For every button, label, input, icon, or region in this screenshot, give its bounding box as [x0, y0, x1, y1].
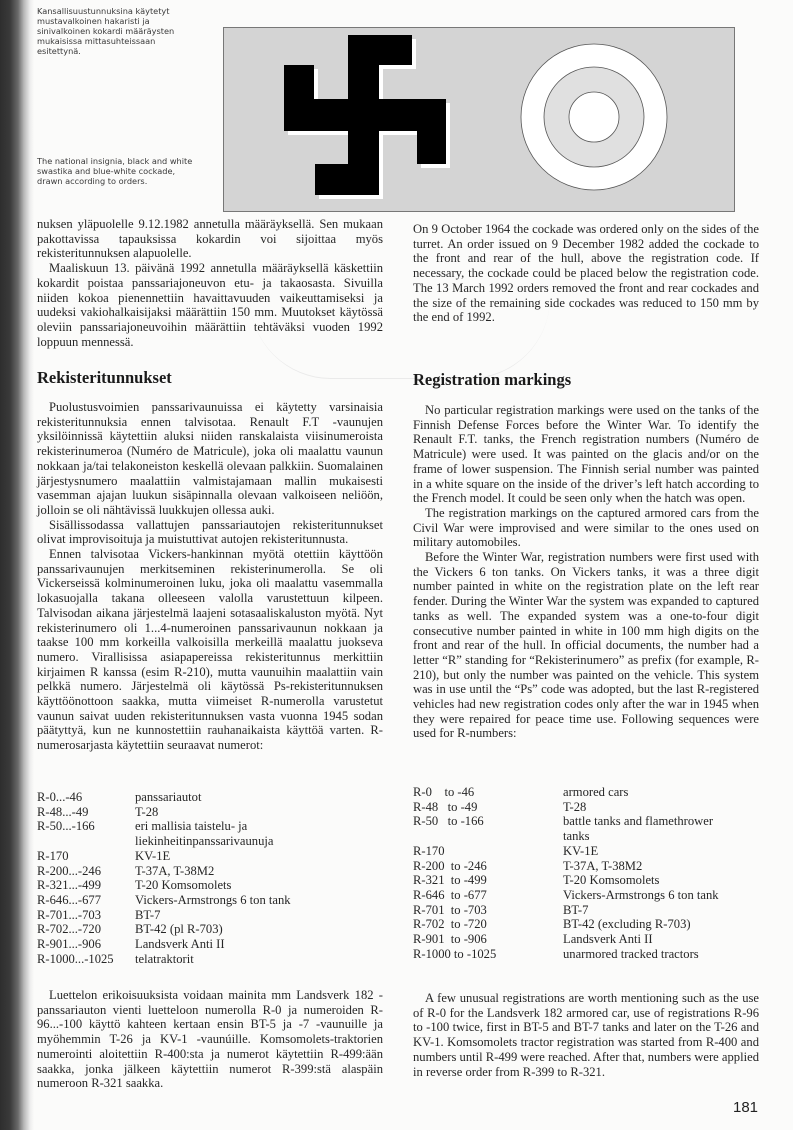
desc-cell: T-20 Komsomolets — [563, 873, 660, 888]
range-cell: R-0...-46 — [37, 790, 83, 804]
left-body-paragraph: Puolustusvoimien panssarivaunuissa ei käytetty varsinaisia rekisteritunnuksia ennen talvisotaa. Renault F.T -vaunujen yksilöinnissä käytettiin aluksi niiden ranskalaista viisinumeroista rekisterinumeroa (Numéro de Matricule), joka oli maalattu vaunun nokkaan ja/tai telakoneiston keskellä olevaan palkkiin. Suomalainen järjestysnumero maalattiin valmistajamaan mallin mukaisesti vasemman ajajan luukun sisäpinnalla olevaan valkoiseen neliöön, jolloin se oli nähtävissä luukkujen ollessa auki. — [37, 400, 383, 517]
range-cell: R-901 to -906 — [413, 932, 487, 947]
figure-caption-english: The national insignia, black and white swastika and blue-white cockade, drawn according to orders. — [37, 156, 193, 186]
range-cell: R-200 to -246 — [413, 858, 487, 873]
table-row — [413, 888, 759, 903]
desc-cell: KV-1E — [135, 848, 171, 863]
desc-cell: Vickers-Armstrongs 6 ton tank — [563, 887, 719, 902]
right-intro-text — [413, 222, 759, 325]
table-row — [37, 819, 377, 848]
desc-cell: BT-7 — [563, 902, 589, 917]
desc-cell: T-28 — [563, 799, 587, 814]
cockade-center — [569, 92, 619, 142]
range-cell: R-901...-906 — [37, 937, 102, 952]
table-row — [413, 859, 759, 874]
table-row — [413, 785, 759, 800]
desc-cell: panssariautot — [135, 790, 202, 804]
range-cell: R-1000 to -1025 — [413, 946, 497, 961]
desc-cell: Landsverk Anti II — [563, 932, 653, 947]
right-closing-paragraph: A few unusual registrations are worth mentioning such as the use of R-0 for the Landsverk 182 armored car, use of registrations R-96 to -100 twice, first in BT-5 and BT-7 tanks and later on the T-26 and KV-1. Komsomolets tractor registration was started from R-400 and numbers until R-499 were reached. After that, numbers were applied in reverse order from R-399 to R-321. — [413, 991, 759, 1079]
right-intro-paragraph: On 9 October 1964 the cockade was ordered only on the sides of the turret. An order issued on 9 December 1982 added the cockade to the front and rear of the hull, above the registration code. If necessary, the cockade could be placed below the registration code. The 13 March 1992 orders removed the front and rear cockades and the size of the remaining side cockades was reduced to 150 mm by the end of 1992. — [413, 222, 759, 325]
left-intro-text — [37, 217, 383, 349]
right-section — [413, 370, 759, 390]
table-row — [413, 814, 759, 843]
table-row — [413, 903, 759, 918]
range-cell: R-702...-720 — [37, 922, 102, 937]
table-row — [37, 849, 377, 864]
range-cell: R-1000...-1025 — [37, 951, 114, 966]
table-row — [413, 873, 759, 888]
range-cell: R-50 to -166 — [413, 814, 484, 829]
registration-table-finnish — [37, 790, 377, 966]
range-cell: R-170 — [37, 848, 69, 863]
desc-cell: armored cars — [563, 785, 629, 799]
left-closing-paragraph: Luettelon erikoisuuksista voidaan mainita mm Landsverk 182 -panssariauton vienti luetteloon numerolla R-0 ja numeroiden R-96...-100 käyttö kahteen kertaan ensin BT-5 ja -7 -vaunuille ja myöhemmin T-26 ja KV-1 -vaunúille. Komsomolets-traktorien numerointi aloitettiin R-400:sta ja numerot käytettiin R-499:ään saakka, jonka jälkeen käytettiin numerot R-399:stä alaspäin numeroon R-321 saakka. — [37, 988, 383, 1091]
range-cell: R-701 to -703 — [413, 902, 487, 917]
range-cell: R-48...-49 — [37, 804, 89, 819]
range-cell: R-701...-703 — [37, 907, 102, 922]
range-cell: R-321 to -499 — [413, 873, 487, 888]
desc-cell: BT-42 (pl R-703) — [135, 922, 223, 937]
left-body-text — [37, 400, 383, 753]
range-cell: R-321...-499 — [37, 878, 102, 893]
left-intro-paragraph: Maaliskuun 13. päivänä 1992 annetulla määräyksellä käskettiin kokardit poistaa panssariajoneuvon etu- ja takaosasta. Sivuilla niiden kokoa pienennettiin havaittavuuden vaikeuttamiseksi ja uudeksi vakiohalkaisijaksi määrättiin 150 mm. Muutokset käytössä oleviin panssariajoneuvoihin määrättiin tehtäväksi vuoden 1992 loppuun mennessä. — [37, 261, 383, 349]
book-binding-shadow — [0, 0, 34, 1130]
section-heading-finnish: Rekisteritunnukset — [37, 368, 172, 387]
table-row — [37, 790, 377, 805]
section-heading-english: Registration markings — [413, 370, 572, 389]
right-body-paragraph: No particular registration markings were used on the tanks of the Finnish Defense Forces before the Winter War. To identify the Renault F.T. tanks, the French registration numbers (Numéro de Matricule) were used. It was painted on the glacis and/or on the frame of lower suspension. The Finnish serial number was painted in a white square on the inside of the driver’s left hatch according to the French model. It could be seen only when the hatch was open. — [413, 403, 759, 506]
national-insignia-figure — [223, 27, 735, 212]
table-row — [37, 908, 377, 923]
insignia-illustration — [224, 28, 734, 211]
range-cell: R-702 to -720 — [413, 917, 487, 932]
table-row — [37, 952, 377, 967]
page-number: 181 — [733, 1099, 759, 1116]
range-cell: R-50...-166 — [37, 819, 95, 834]
desc-cell: T-28 — [135, 804, 159, 819]
table-row — [37, 937, 377, 952]
table-row — [37, 878, 377, 893]
range-cell: R-48 to -49 — [413, 799, 478, 814]
range-cell: R-170 — [413, 843, 445, 858]
left-closing-text — [37, 988, 383, 1091]
right-body-text — [413, 403, 759, 741]
table-row — [37, 805, 377, 820]
left-section — [37, 368, 383, 388]
desc-cell: Vickers-Armstrongs 6 ton tank — [135, 892, 291, 907]
right-body-paragraph: Before the Winter War, registration numbers were first used with the Vickers 6 ton tanks. On Vickers tanks, it was a three digit number painted in white on the registration plate on the left rear fender. During the Winter War the system was expanded to captured tanks as well. The expanded system was a one-to-four digit consecutive number painted in white in 100 mm high digits on the front and rear of the hull. In official documents, the number had a letter “R” standing for “Rekisterinumero” as prefix (for example, R-210), but only the number was painted on the vehicle. This system was in use until the “Ps” code was adopted, but the last R-registered vehicles had new registration codes only after the war in 1945 when they were repaired for peace time use. Following sequences were used for R-numbers: — [413, 550, 759, 741]
table-row — [413, 917, 759, 932]
left-body-paragraph: Ennen talvisotaa Vickers-hankinnan myötä otettiin käyttöön panssarivaunujen merkitseminen rekisterinumerolla. Se oli Vickerseissä kolminumeroinen luku, joka oli maalattu vasemmalla lokasuojalla takana olleeseen valolla varustettuun kilpeen. Talvisodan aikana järjestelmä laajeni sotasaaliskaluston myötä. Nyt rekisterinumero oli 1...4-numeroinen panssarivaunun nokkaan ja taakse 100 mm korkeilla valkoisilla merkeillä maalattu juokseva numero. Virallisissa asiapapereissa rekisteritunnus merkittiin kirjaimen R kanssa (esim R-210), mutta vaunuihin maalattiin vain pelkkä numero. Järjestelmä oli käytössä Ps-rekisteritunnuksen käyttöönottoon saakka, mutta viimeiset R-numerolla varustetut vaunun saivat uuden rekisteritunnuksen vasta vuonna 1945 sodan päätyttyä, kun ne kunnostettiin rauhanaikaista käyttöä varten. R-numerosarjasta käytettiin seuraavat numerot: — [37, 547, 383, 753]
desc-cell: T-20 Komsomolets — [135, 878, 232, 893]
left-body-paragraph: Sisällissodassa vallattujen panssariautojen rekisteritunnukset olivat improvisoituja ja muistuttivat autojen rekisteritunnusta. — [37, 517, 383, 547]
desc-cell: eri mallisia taistelu- ja liekinheitinpanssarivaunuja — [135, 819, 274, 849]
cockade-icon — [521, 44, 667, 190]
range-cell: R-646 to -677 — [413, 887, 487, 902]
desc-cell: Landsverk Anti II — [135, 937, 225, 952]
right-closing-text — [413, 991, 759, 1079]
swastika-icon — [284, 35, 446, 195]
table-row — [413, 800, 759, 815]
table-row — [37, 922, 377, 937]
desc-cell: KV-1E — [563, 843, 599, 858]
desc-cell: BT-7 — [135, 907, 161, 922]
desc-cell: battle tanks and flamethrower tanks — [563, 814, 714, 844]
figure-caption-finnish: Kansallisuustunnuksina käytetyt mustavalkoinen hakaristi ja sinivalkoinen kokardi määräysten mukaisissa mittasuhteissaan esitettynä. — [37, 6, 175, 56]
desc-cell: BT-42 (excluding R-703) — [563, 917, 691, 932]
table-row — [413, 932, 759, 947]
registration-table-english — [413, 785, 759, 961]
table-row — [37, 864, 377, 879]
table-row — [413, 947, 759, 962]
table-row — [37, 893, 377, 908]
left-intro-paragraph: nuksen yläpuolelle 9.12.1982 annetulla määräyksellä. Sen mukaan pakottavissa tapauksissa kokardin voi sijoittaa myös rekisteritunnuksen alapuolelle. — [37, 217, 383, 261]
table-row — [413, 844, 759, 859]
desc-cell: T-37A, T-38M2 — [135, 863, 215, 878]
desc-cell: T-37A, T-38M2 — [563, 858, 643, 873]
desc-cell: telatraktorit — [135, 951, 194, 966]
right-body-paragraph: The registration markings on the captured armored cars from the Civil War were improvised and were similar to the ones used on military automobiles. — [413, 505, 759, 550]
range-cell: R-200...-246 — [37, 863, 102, 878]
desc-cell: unarmored tracked tractors — [563, 946, 699, 961]
range-cell: R-0 to -46 — [413, 785, 475, 799]
range-cell: R-646...-677 — [37, 892, 102, 907]
